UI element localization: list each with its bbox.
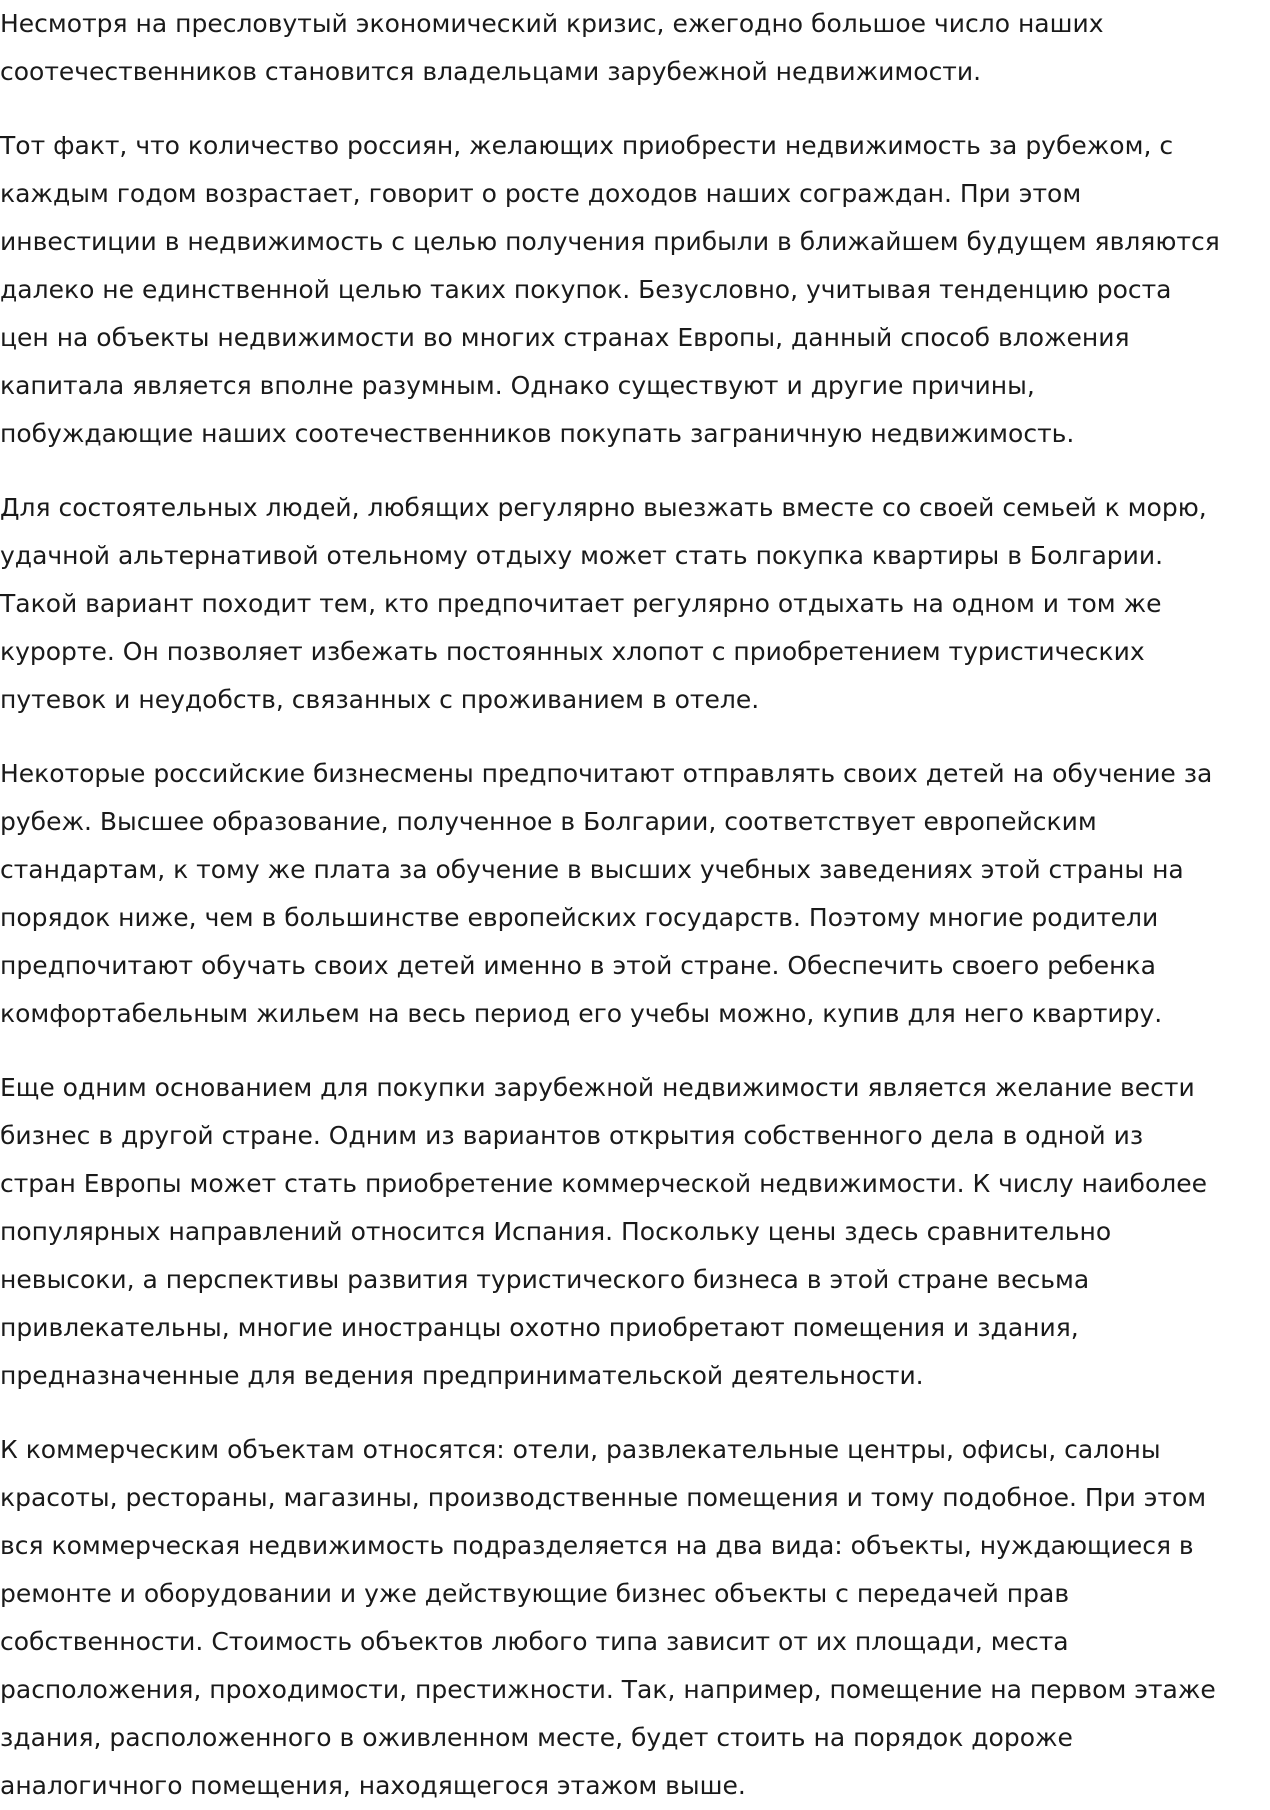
paragraph-2: Тот факт, что количество россиян, желающих приобрести недвижимость за рубежом, с каждым годом возрастает, говорит о росте доходов наших сограждан. При этом инвестиции в недвижимость с целью получения прибыли в ближайшем будущем являются далеко не единственной целью таких покупок. Безусловно, учитывая тенденцию роста цен на объекты недвижимости во многих странах Европы, данный способ вложения капитала является вполне разумным. Однако существуют и другие причины, побуждающие наших соотечественников покупать заграничную недвижимость. (0, 131, 1220, 448)
paragraph-4: Некоторые российские бизнесмены предпочитают отправлять своих детей на обучение за рубеж. Высшее образование, полученное в Болгарии, соответствует европейским стандартам, к тому же плата за обучение в высших учебных заведениях этой страны на порядок ниже, чем в большинстве европейских государств. Поэтому многие родители предпочитают обучать своих детей именно в этой стране. Обеспечить своего ребенка комфортабельным жильем на весь период его учебы можно, купив для него квартиру. (0, 759, 1213, 1028)
paragraph-6: К коммерческим объектам относятся: отели, развлекательные центры, офисы, салоны красоты, рестораны, магазины, производственные помещения и тому подобное. При этом вся коммерческая недвижимость подразделяется на два вида: объекты, нуждающиеся в ремонте и оборудовании и уже действующие бизнес объекты с передачей прав собственности. Стоимость объектов любого типа зависит от их площади, места расположения, проходимости, престижности. Так, например, помещение на первом этаже здания, расположенного в оживленном месте, будет стоить на порядок дороже аналогичного помещения, находящегося этажом выше. (0, 1435, 1216, 1800)
paragraph-3: Для состоятельных людей, любящих регулярно выезжать вместе со своей семьей к морю, удачной альтернативой отельному отдыху может стать покупка квартиры в Болгарии. Такой вариант походит тем, кто предпочитает регулярно отдыхать на одном и том же курорте. Он позволяет избежать постоянных хлопот с приобретением туристических путевок и неудобств, связанных с проживанием в отеле. (0, 493, 1207, 714)
paragraph-1: Несмотря на пресловутый экономический кризис, ежегодно большое число наших соотечественников становится владельцами зарубежной недвижимости. (0, 9, 1104, 86)
paragraph-5: Еще одним основанием для покупки зарубежной недвижимости является желание вести бизнес в другой стране. Одним из вариантов открытия собственного дела в одной из стран Европы может стать приобретение коммерческой недвижимости. К числу наиболее популярных направлений относится Испания. Поскольку цены здесь сравнительно невысоки, а перспективы развития туристического бизнеса в этой стране весьма привлекательны, многие иностранцы охотно приобретают помещения и здания, предназначенные для ведения предпринимательской деятельности. (0, 1073, 1208, 1390)
